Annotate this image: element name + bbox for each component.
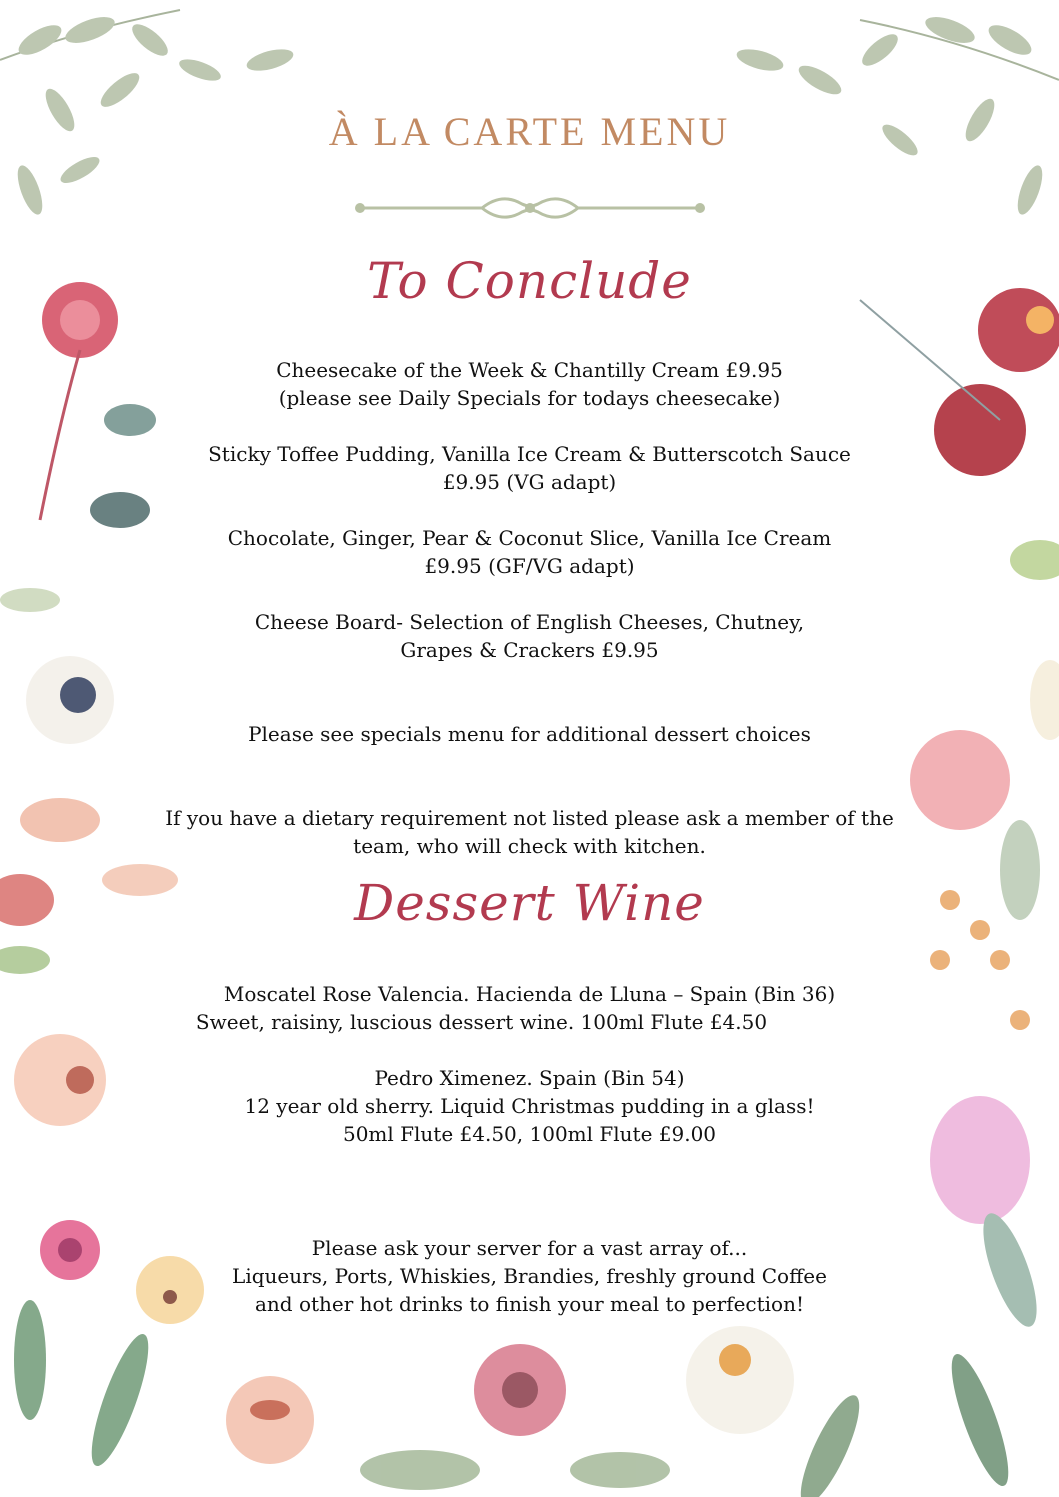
item-line: 12 year old sherry. Liquid Christmas pudding in a glass!: [244, 1094, 815, 1118]
item-line: Chocolate, Ginger, Pear & Coconut Slice, Vanilla Ice Cream: [227, 526, 832, 550]
item-line: Cheese Board- Selection of English Cheeses, Chutney,: [254, 610, 805, 634]
ornamental-divider: [352, 190, 708, 226]
item-line: 50ml Flute £4.50, 100ml Flute £9.00: [342, 1122, 717, 1146]
wine-item-pedro-ximenez: [0, 1064, 1059, 1148]
note-line: Please see specials menu for additional dessert choices: [248, 722, 811, 746]
dessert-item-sticky-toffee: [0, 440, 1059, 496]
item-line: £9.95 (VG adapt): [442, 470, 617, 494]
section-heading-to-conclude: To Conclude: [367, 252, 692, 310]
item-line: Sticky Toffee Pudding, Vanilla Ice Cream & Butterscotch Sauce: [208, 442, 851, 466]
menu-title: À LA CARTE MENU: [328, 109, 731, 154]
item-line: Grapes & Crackers £9.95: [400, 638, 659, 662]
item-line: (please see Daily Specials for todays cheesecake): [278, 386, 781, 410]
wine-item-moscatel: [0, 980, 1059, 1036]
note-line: team, who will check with kitchen.: [353, 834, 706, 858]
dessert-item-cheese-board: [0, 608, 1059, 664]
dessert-item-cheesecake: [0, 356, 1059, 412]
bottom-flowers: [360, 1344, 670, 1490]
footer-drinks-note: [0, 1234, 1059, 1318]
section-heading-dessert-wine: Dessert Wine: [354, 874, 705, 932]
footer-line: and other hot drinks to finish your meal to perfection!: [254, 1292, 804, 1316]
item-line: £9.95 (GF/VG adapt): [424, 554, 635, 578]
dietary-note: [0, 804, 1059, 860]
note-line: If you have a dietary requirement not listed please ask a member of the: [165, 806, 894, 830]
item-line: Pedro Ximenez. Spain (Bin 54): [374, 1066, 685, 1090]
footer-line: Please ask your server for a vast array of...: [311, 1236, 748, 1260]
item-line: Sweet, raisiny, luscious dessert wine. 100ml Flute £4.50: [195, 1010, 768, 1034]
item-line: Cheesecake of the Week & Chantilly Cream £9.95: [276, 358, 783, 382]
item-line: Moscatel Rose Valencia. Hacienda de Lluna – Spain (Bin 36): [223, 982, 836, 1006]
specials-note: [0, 720, 1059, 748]
footer-line: Liqueurs, Ports, Whiskies, Brandies, freshly ground Coffee: [232, 1264, 827, 1288]
dessert-item-chocolate-slice: [0, 524, 1059, 580]
